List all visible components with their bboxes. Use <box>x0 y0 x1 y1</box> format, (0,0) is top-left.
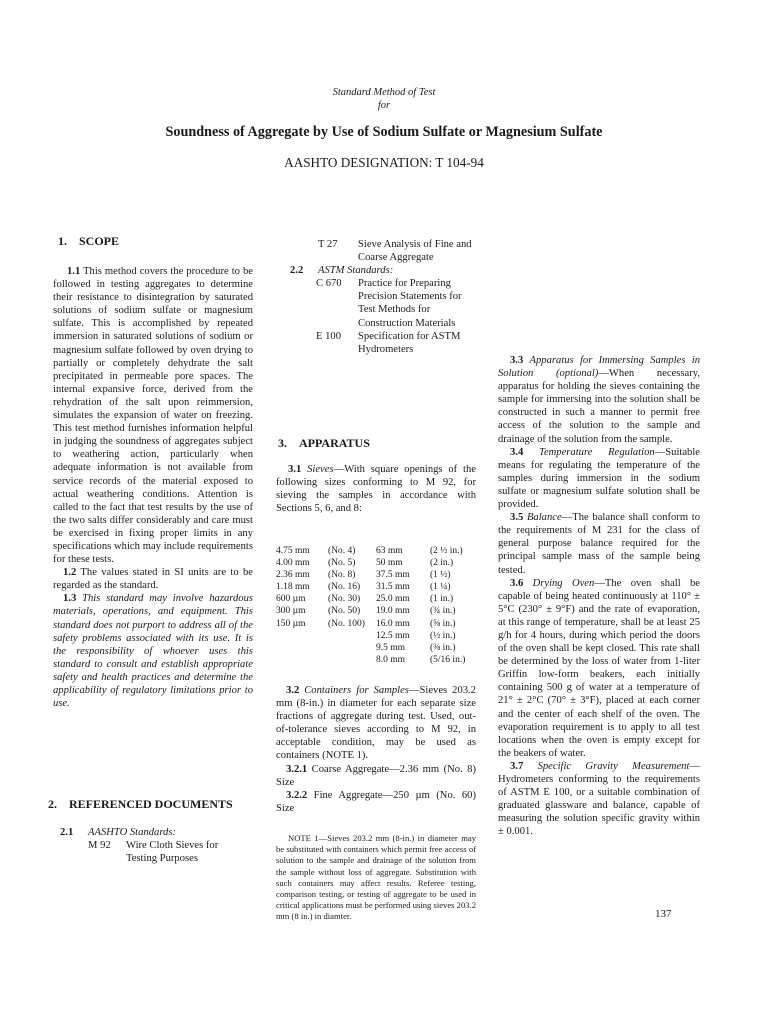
sieve-size-mm: 12.5 mm <box>376 630 410 641</box>
sieve-size-in: (½ in.) <box>430 630 456 641</box>
sieve-number <box>328 654 376 666</box>
scope-column <box>53 265 253 710</box>
reference-text: Practice for Preparing Precision Statements for Test Methods for Construction Materials <box>358 278 462 329</box>
sieve-number: (No. 4) <box>328 546 356 556</box>
sieve-number: (No. 8) <box>328 570 356 581</box>
paragraph-title: Apparatus for Immersing Samples in Solution (optional) <box>498 355 700 380</box>
sieve-row <box>276 605 474 617</box>
note-text: —Sieves 203.2 mm (8-in.) in diameter may be substituted with containers which permit free access of solution to the sample and drainage of the solution from the sample without loss of aggregate. Substitution with such containers may affect results. Referee testing, comparison testing, or testing of aggregate to be used in critical applications must be performed using sieves 203.2 mm (8 in.) in diamter. <box>276 832 476 922</box>
paragraph-3-2-group <box>276 684 476 923</box>
sieve-size-in: (⅜ in.) <box>430 642 456 653</box>
sieve-number: (No. 100) <box>328 618 365 629</box>
sieve-size-in: (1 in.) <box>430 594 454 605</box>
sieve-row <box>276 642 474 654</box>
paragraph-text: —Hydrometers conforming to the requirements of ASTM E 100, or a suitable combination of graduated glassware and balance, capable of measuring the solution specific gravity within ± 0.001. <box>498 760 700 838</box>
sieve-row <box>276 654 474 666</box>
doc-title: Soundness of Aggregate by Use of Sodium Sulfate or Magnesium Sulfate <box>165 124 603 140</box>
kicker-line-2: for <box>377 100 391 111</box>
sieve-size-mm: 9.5 mm <box>376 642 406 653</box>
reference-text: Sieve Analysis of Fine and Coarse Aggregate <box>358 239 472 264</box>
reference-code: C 670 <box>316 278 342 290</box>
sieve-number: (No. 16) <box>328 582 361 593</box>
paragraph-number: 3.1 <box>288 464 302 475</box>
subsection-number: 2.1 <box>60 827 74 838</box>
paragraph-number: 3.5 <box>510 512 524 524</box>
sieve-size-mm: 31.5 mm <box>376 582 410 593</box>
reference-code: T 27 <box>318 239 338 250</box>
paragraph-number: 3.3 <box>510 355 524 366</box>
paragraph-text: —The balance shall conform to the requirements of M 231 for the class of general purpose balance required for the principal sample mass of the sample being tested. <box>498 512 700 576</box>
paragraph-3-5 <box>498 511 700 576</box>
sieve-size-mm: 2.36 mm <box>276 570 310 581</box>
sieve-size-in: (2 in.) <box>430 558 454 569</box>
sieve-size-in: (2 ½ in.) <box>430 546 463 556</box>
sieve-size-mm: 1.18 mm <box>276 582 310 593</box>
paragraph-3-2 <box>276 684 476 763</box>
paragraph-3-2-1 <box>276 763 476 789</box>
paragraph-text: —When necessary, apparatus for holding the sieves containing the sample for immersing into the solution shall be constructed in such a manner to permit free access of the solution to the sample and drainage of the solution from the sample. <box>498 368 700 445</box>
sieve-size-mm: 8.0 mm <box>376 654 406 665</box>
reference-text: Specification for ASTM Hydrometers <box>358 330 461 355</box>
paragraph-3-6 <box>498 577 700 760</box>
reference-code: M 92 <box>88 840 111 852</box>
paragraph-title: Temperature Regulation <box>539 446 655 458</box>
sieve-size-in: (⅝ in.) <box>430 618 456 629</box>
paragraph-3-7 <box>498 760 700 839</box>
sieve-size-mm: 37.5 mm <box>376 570 410 581</box>
paragraph-1-2 <box>53 566 253 592</box>
paragraph-text: Coarse Aggregate—2.36 mm (No. 8) Size <box>276 763 476 788</box>
page-number: 137 <box>655 908 672 920</box>
paragraph-number: 1.1 <box>67 266 81 277</box>
sieve-size-mm: 25.0 mm <box>376 594 410 605</box>
section-2-heading <box>48 797 268 812</box>
sieve-size-mm: 4.00 mm <box>276 558 310 569</box>
paragraph-title: Specific Gravity Measurement <box>537 760 690 772</box>
paragraph-text: This method covers the procedure to be followed in testing aggregates to determine their resistance to disintegration by saturated solutions of sodium sulfate or magnesium sulfate. This is accomplished by repeated immersion in saturated solutions of sodium or magnesium sulfate followed by oven drying to partially or completely dehydrate the salt precipitated in permeable pore spaces. The internal expansive force, derived from the rehydration of the salt upon reimmersion, simulates the expansion of water on freezing. This test method furnishes information helpful in judging the soundness of aggregates subject to weathering action, particularly when adequate information is not available from service records of the material exposed to actual weathering conditions. Attention is called to the fact that test results by the use of the two salts differ considerably and care must be exercised in fixing proper limits in any specifications which may include requirements for these tests. <box>53 266 253 566</box>
section-number: 1. <box>58 234 67 248</box>
doc-kicker <box>0 86 768 112</box>
sieve-size-in: (¾ in.) <box>430 606 456 617</box>
sieve-size-in: (5/16 in.) <box>430 654 466 665</box>
section-title: REFERENCED DOCUMENTS <box>69 797 233 811</box>
sieve-size-mm: 19.0 mm <box>376 606 410 617</box>
paragraph-1-3 <box>53 592 253 710</box>
paragraph-title: Sieves <box>307 464 334 475</box>
reference-item <box>316 277 485 329</box>
paragraph-title: Drying Oven <box>532 577 595 589</box>
paragraph-title: Containers for Samples <box>304 685 409 696</box>
sieve-size-in: (1 ½) <box>430 570 451 581</box>
reference-item <box>88 839 260 865</box>
sieve-row <box>276 581 474 593</box>
doc-designation: AASHTO DESIGNATION: T 104-94 <box>284 155 484 170</box>
sieve-size-mm: 300 µm <box>276 606 306 617</box>
sieve-size-mm: 50 mm <box>376 558 403 569</box>
paragraph-3-1 <box>276 463 476 515</box>
sieve-size-mm: 16.0 mm <box>376 618 410 629</box>
paragraph-number: 3.2 <box>286 685 300 696</box>
paragraph-title: Balance <box>526 512 562 524</box>
sieve-size-mm: 600 µm <box>276 594 306 605</box>
reference-code: E 100 <box>316 330 342 342</box>
paragraph-number: 3.6 <box>510 577 524 589</box>
sieve-size-mm <box>276 642 328 654</box>
sieve-size-mm: 4.75 mm <box>276 546 310 556</box>
paragraph-number: 1.3 <box>63 593 77 605</box>
section-title: APPARATUS <box>299 436 370 450</box>
sieve-row <box>276 630 474 642</box>
aashto-standards <box>60 826 260 865</box>
note-label: NOTE 1 <box>288 832 319 843</box>
kicker-line-1: Standard Method of Test <box>332 87 436 98</box>
sieve-table <box>276 545 474 666</box>
section-number: 3. <box>278 436 287 450</box>
paragraph-3-2-2 <box>276 789 476 815</box>
sieve-sizes-table <box>276 545 474 666</box>
sieve-number <box>328 642 376 654</box>
reference-text: Wire Cloth Sieves for Testing Purposes <box>126 840 219 865</box>
apparatus-continued <box>498 354 700 838</box>
sieve-row <box>276 593 474 605</box>
referenced-continued <box>290 238 485 356</box>
paragraph-number: 3.2.1 <box>286 763 308 775</box>
paragraph-text: —Suitable means for regulating the temperature of the samples during immersion in the sodium sulfate or magnesium sulfate solution shall be provided. <box>498 446 700 511</box>
sieve-number: (No. 30) <box>328 594 361 605</box>
sieve-row <box>276 618 474 630</box>
paragraph-number: 3.2.2 <box>286 789 308 801</box>
note-1 <box>276 833 476 923</box>
sieve-size-mm <box>276 654 328 666</box>
subsection-number: 2.2 <box>290 265 304 277</box>
section-number: 2. <box>48 797 57 811</box>
paragraph-number: 3.7 <box>510 760 524 772</box>
section-1-heading <box>58 234 258 249</box>
paragraph-number: 1.2 <box>63 567 77 579</box>
sieve-number: (No. 5) <box>328 558 356 569</box>
paragraph-text: —Sieves 203.2 mm (8-in.) in diameter for each separate size fractions of aggregate during test. Used, out-of-tolerance sieves according to M 92, in acceptable condition, may be used as containers (NOTE 1). <box>276 685 476 762</box>
reference-item <box>318 238 485 264</box>
sieve-size-mm: 63 mm <box>376 546 403 556</box>
paragraph-number: 3.4 <box>510 446 524 458</box>
sieve-size-mm: 150 µm <box>276 618 306 629</box>
section-title: SCOPE <box>79 234 120 248</box>
sieve-size-in: (1 ¼) <box>430 582 451 593</box>
paragraph-text: —With square openings of the following sizes conforming to M 92, for sieving the samples in accordance with Sections 5, 6, and 8: <box>276 464 476 515</box>
paragraph-1-1 <box>53 265 253 566</box>
paragraph-text: Fine Aggregate—250 µm (No. 60) Size <box>276 789 476 814</box>
section-3-heading <box>278 436 478 451</box>
sieve-number <box>328 630 376 642</box>
paragraph-text: This standard may involve hazardous materials, operations, and equipment. This standard does not purport to address all of the safety problems associated with its use. It is the responsibility of whoever uses this standard to consult and establish appropriate safety and health practices and determine the applicability of regulatory limitations prior to use. <box>53 593 253 710</box>
sieve-size-mm <box>276 630 328 642</box>
sieve-number: (No. 50) <box>328 606 361 617</box>
sieve-row <box>276 569 474 581</box>
sieve-row <box>276 557 474 569</box>
sieve-row <box>276 545 474 557</box>
subsection-label: ASTM Standards: <box>318 265 394 277</box>
paragraph-3-3 <box>498 354 700 446</box>
paragraph-text: The values stated in SI units are to be regarded as the standard. <box>53 567 253 592</box>
reference-item <box>316 330 485 356</box>
paragraph-3-4 <box>498 446 700 511</box>
subsection-label: AASHTO Standards: <box>88 827 176 838</box>
paragraph-text: —The oven shall be capable of being heated continuously at 110° ± 5°C (230° ± 9°F) and the rate of evaporation, at this range of temperature, shall be at least 25 g/h for 4 hours, during which period the doors of the oven shall be kept closed. This rate shall be determined by the loss of water from 1-liter Griffin low-form beakers, each initially containing 500 g of water at a temperature of 21° ± 2°C (70° ± 3°F), placed at each corner and the center of each shelf of the oven. The evaporation requirement is to apply to all test locations when the oven is empty except for the beakers of water. <box>498 577 701 759</box>
astm-standards-label <box>290 264 485 277</box>
